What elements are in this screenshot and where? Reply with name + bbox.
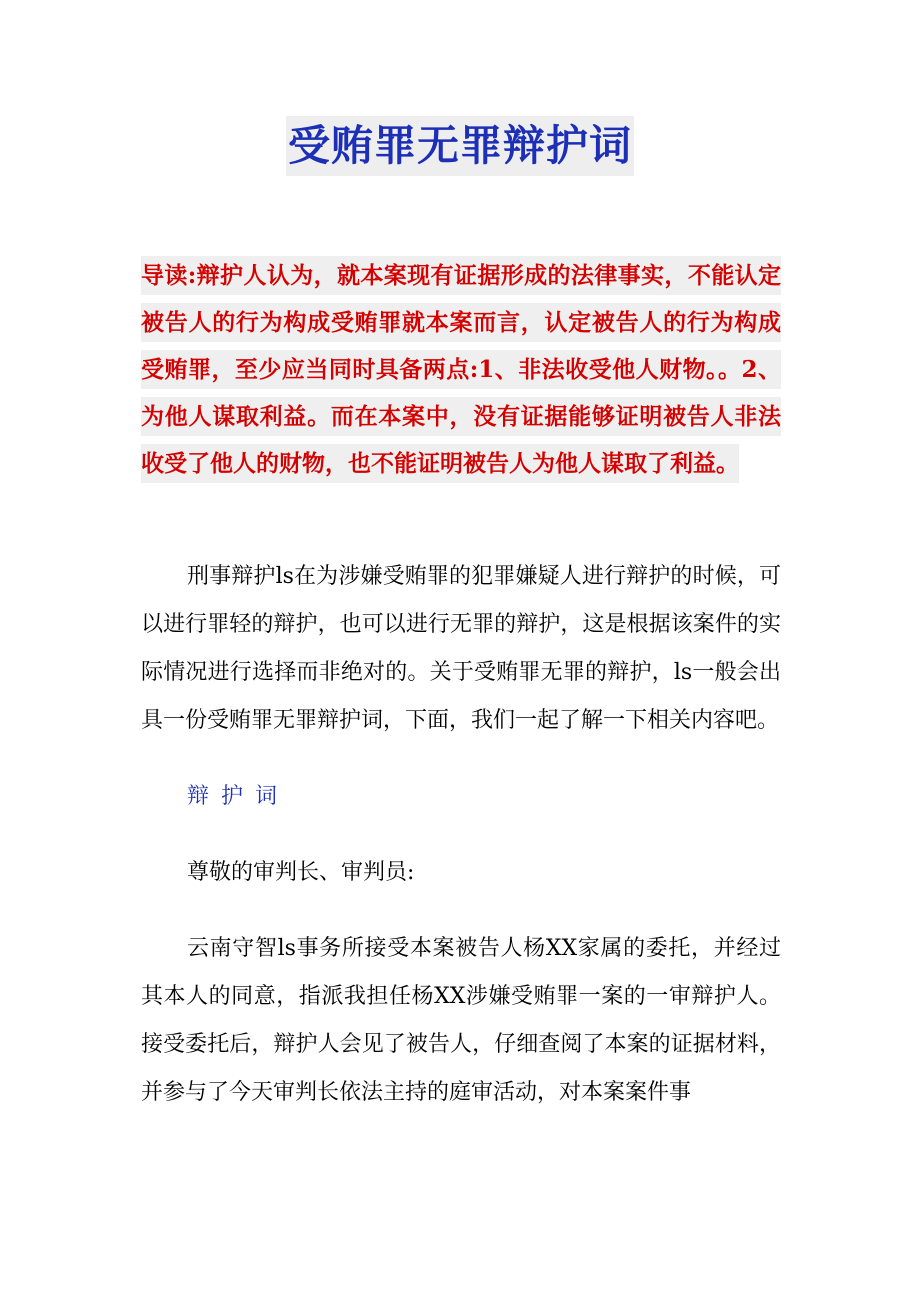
document-title: 受贿罪无罪辩护词: [286, 116, 634, 176]
salutation: 尊敬的审判长、审判员:: [187, 860, 415, 885]
intro-block: [141, 252, 781, 487]
section-heading: 辩护词: [187, 784, 290, 809]
body-content: [141, 553, 781, 1117]
intro-text: 导读:辩护人认为，就本案现有证据形成的法律事实，不能认定被告人的行为构成受贿罪就本案而言，认定被告人的行为构成受贿罪，至少应当同时具备两点:1、非法收受他人财物。。2、为他人谋取利益。而在本案中，没有证据能够证明被告人非法收受了他人的财物，也不能证明被告人为他人谋取了利益。: [141, 256, 781, 483]
paragraph-intro: 刑事辩护ls在为涉嫌受贿罪的犯罪嫌疑人进行辩护的时候，可以进行罪轻的辩护，也可以进行无罪的辩护，这是根据该案件的实际情况进行选择而非绝对的。关于受贿罪无罪的辩护，ls一般会出具一份受贿罪无罪辩护词，下面，我们一起了解一下相关内容吧。: [141, 564, 781, 733]
title-container: [0, 116, 920, 176]
paragraph-engagement: 云南守智ls事务所接受本案被告人杨XX家属的委托，并经过其本人的同意，指派我担任杨XX涉嫌受贿罪一案的一审辩护人。接受委托后，辩护人会见了被告人，仔细查阅了本案的证据材料，并参与了今天审判长依法主持的庭审活动，对本案案件事: [141, 936, 781, 1105]
